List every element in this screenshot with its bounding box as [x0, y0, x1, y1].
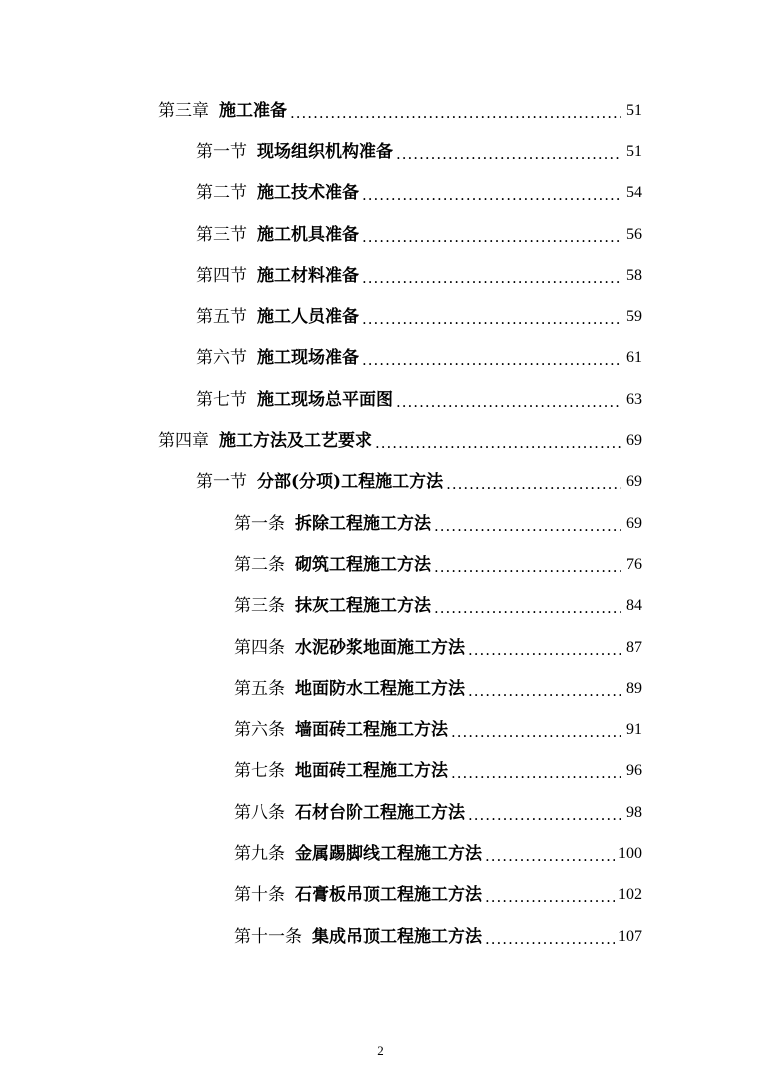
toc-entry-prefix: 第二节 [196, 183, 247, 204]
toc-dot-leader [451, 722, 621, 742]
toc-dot-leader [396, 392, 621, 412]
toc-dot-leader [362, 185, 621, 205]
toc-dot-leader [468, 640, 621, 660]
toc-entry-section[interactable] [0, 379, 642, 420]
toc-entry-prefix: 第四章 [158, 431, 209, 452]
toc-entry-prefix: 第八条 [234, 802, 285, 823]
toc-dot-leader [375, 433, 621, 453]
toc-entry-page: 84 [626, 597, 642, 615]
toc-dot-leader [485, 887, 615, 907]
toc-entry-section[interactable] [0, 214, 642, 255]
toc-entry-article[interactable] [0, 586, 642, 627]
table-of-contents [0, 90, 761, 957]
toc-entry-section[interactable] [0, 296, 642, 337]
toc-entry-page: 76 [626, 555, 642, 573]
toc-entry-prefix: 第六节 [196, 348, 247, 369]
toc-dot-leader [485, 846, 615, 866]
toc-entry-prefix: 第七条 [234, 761, 285, 782]
toc-dot-leader [446, 474, 621, 494]
toc-dot-leader [362, 350, 621, 370]
toc-entry-prefix: 第三章 [158, 100, 209, 121]
toc-entry-article[interactable] [0, 627, 642, 668]
toc-entry-page: 89 [626, 679, 642, 697]
toc-entry-article[interactable] [0, 668, 642, 709]
toc-entry-section[interactable] [0, 338, 642, 379]
toc-dot-leader [362, 227, 621, 247]
toc-entry-title: 施工方法及工艺要求 [219, 431, 372, 452]
toc-entry-prefix: 第七节 [196, 389, 247, 410]
toc-entry-chapter-3[interactable] [0, 90, 642, 131]
toc-entry-page: 96 [626, 762, 642, 780]
toc-entry-title: 施工准备 [219, 100, 287, 121]
toc-entry-article[interactable] [0, 875, 642, 916]
toc-entry-title: 施工机具准备 [257, 224, 359, 245]
toc-entry-title: 地面防水工程施工方法 [295, 678, 465, 699]
toc-entry-page: 63 [626, 390, 642, 408]
toc-dot-leader [362, 309, 621, 329]
toc-entry-prefix: 第六条 [234, 720, 285, 741]
toc-entry-section[interactable] [0, 255, 642, 296]
toc-entry-title: 水泥砂浆地面施工方法 [295, 637, 465, 658]
toc-entry-page: 59 [626, 308, 642, 326]
toc-dot-leader [485, 929, 615, 949]
toc-entry-prefix: 第一节 [196, 472, 247, 493]
toc-dot-leader [434, 516, 621, 536]
toc-entry-prefix: 第一节 [196, 141, 247, 162]
toc-entry-title: 抹灰工程施工方法 [295, 596, 431, 617]
toc-entry-title: 分部(分项)工程施工方法 [257, 472, 444, 493]
toc-entry-page: 102 [618, 886, 642, 904]
toc-entry-title: 施工现场准备 [257, 348, 359, 369]
toc-entry-page: 51 [626, 101, 642, 119]
page-number: 2 [377, 1043, 384, 1058]
toc-entry-article[interactable] [0, 503, 642, 544]
toc-entry-page: 69 [626, 432, 642, 450]
toc-entry-page: 56 [626, 225, 642, 243]
toc-entry-page: 91 [626, 721, 642, 739]
toc-dot-leader [396, 144, 621, 164]
toc-entry-title: 施工现场总平面图 [257, 389, 393, 410]
toc-entry-title: 石材台阶工程施工方法 [295, 802, 465, 823]
toc-entry-page: 69 [626, 514, 642, 532]
toc-entry-title: 施工材料准备 [257, 265, 359, 286]
toc-entry-prefix: 第一条 [234, 513, 285, 534]
toc-entry-chapter-4[interactable] [0, 420, 642, 461]
toc-entry-page: 69 [626, 473, 642, 491]
toc-entry-prefix: 第三节 [196, 224, 247, 245]
toc-entry-article[interactable] [0, 833, 642, 874]
toc-dot-leader [451, 763, 621, 783]
toc-entry-title: 施工技术准备 [257, 183, 359, 204]
toc-entry-prefix: 第五节 [196, 307, 247, 328]
toc-dot-leader [362, 268, 621, 288]
toc-entry-article[interactable] [0, 751, 642, 792]
toc-entry-section[interactable] [0, 462, 642, 503]
toc-entry-title: 砌筑工程施工方法 [295, 554, 431, 575]
toc-entry-page: 107 [618, 927, 642, 945]
toc-entry-page: 87 [626, 638, 642, 656]
toc-dot-leader [434, 598, 621, 618]
page-footer [0, 1043, 761, 1059]
toc-dot-leader [468, 805, 621, 825]
toc-entry-prefix: 第四节 [196, 265, 247, 286]
toc-entry-article[interactable] [0, 544, 642, 585]
toc-dot-leader [434, 557, 621, 577]
toc-dot-leader [290, 103, 621, 123]
toc-entry-prefix: 第二条 [234, 554, 285, 575]
toc-entry-title: 墙面砖工程施工方法 [295, 720, 448, 741]
toc-entry-prefix: 第十一条 [234, 926, 302, 947]
toc-entry-title: 施工人员准备 [257, 307, 359, 328]
toc-entry-page: 51 [626, 142, 642, 160]
toc-entry-prefix: 第九条 [234, 843, 285, 864]
toc-entry-page: 61 [626, 349, 642, 367]
toc-entry-page: 100 [618, 844, 642, 862]
toc-entry-title: 石膏板吊顶工程施工方法 [295, 885, 482, 906]
toc-entry-section[interactable] [0, 173, 642, 214]
toc-entry-title: 集成吊顶工程施工方法 [312, 926, 482, 947]
toc-entry-prefix: 第十条 [234, 885, 285, 906]
toc-entry-title: 地面砖工程施工方法 [295, 761, 448, 782]
toc-entry-prefix: 第五条 [234, 678, 285, 699]
toc-entry-title: 现场组织机构准备 [257, 141, 393, 162]
toc-entry-page: 58 [626, 266, 642, 284]
toc-entry-page: 54 [626, 184, 642, 202]
toc-entry-prefix: 第三条 [234, 596, 285, 617]
toc-entry-article[interactable] [0, 792, 642, 833]
toc-entry-article[interactable] [0, 916, 642, 957]
toc-dot-leader [468, 681, 621, 701]
toc-entry-prefix: 第四条 [234, 637, 285, 658]
toc-entry-title: 金属踢脚线工程施工方法 [295, 843, 482, 864]
toc-entry-title: 拆除工程施工方法 [295, 513, 431, 534]
toc-entry-section[interactable] [0, 131, 642, 172]
toc-entry-page: 98 [626, 803, 642, 821]
toc-entry-article[interactable] [0, 709, 642, 750]
